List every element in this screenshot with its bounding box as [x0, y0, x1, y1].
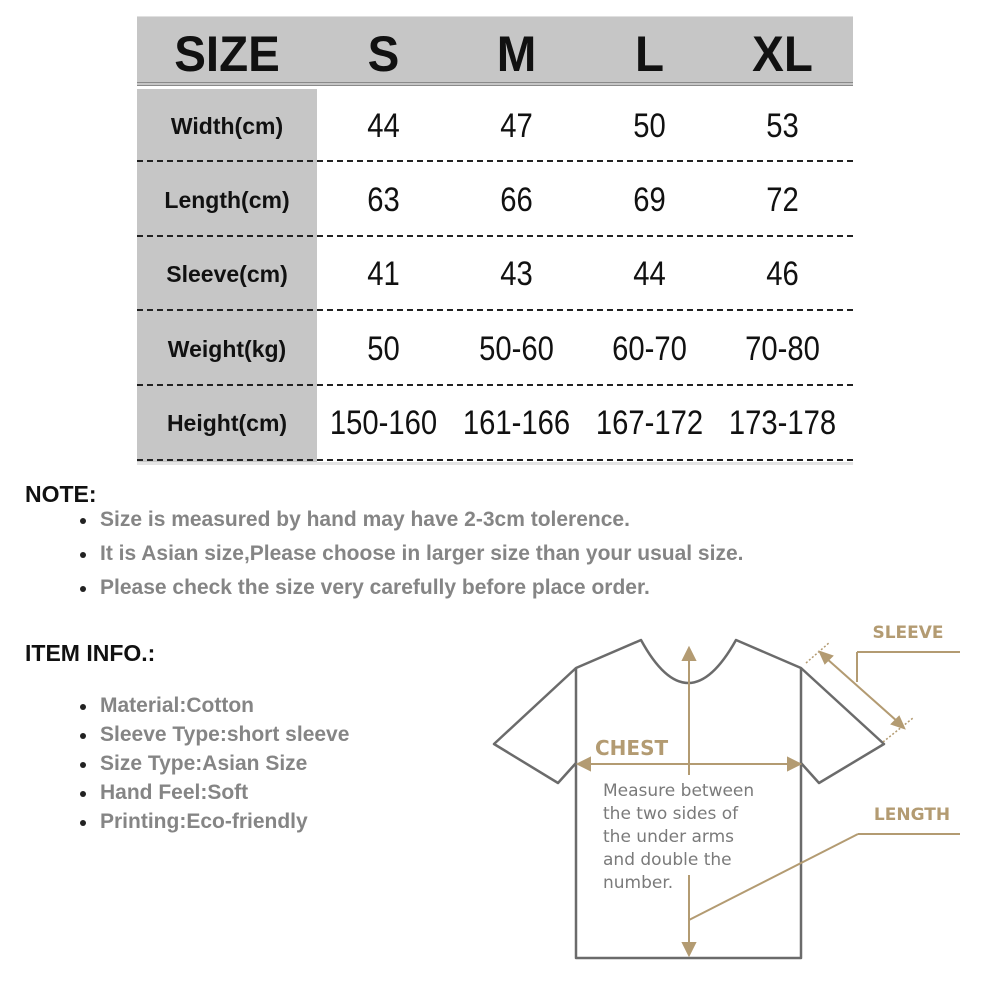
table-row-length — [137, 163, 853, 237]
cell-l: 69 — [633, 181, 666, 219]
svg-text:and double the: and double the — [603, 850, 732, 870]
length-label: LENGTH — [873, 805, 951, 825]
cell-xl: 70-80 — [745, 330, 820, 368]
item-info-heading: ITEM INFO.: — [25, 640, 156, 666]
bullet-icon — [80, 733, 86, 739]
row-label: Length(cm) — [164, 187, 290, 213]
item-info-entry: Sleeve Type:short sleeve — [78, 721, 349, 750]
cell-s: 150-160 — [329, 404, 438, 442]
svg-text:Measure between: Measure between — [603, 781, 755, 801]
cell-m: 43 — [500, 255, 533, 293]
item-info-entry: Material:Cotton — [78, 692, 349, 721]
cell-s: 44 — [367, 107, 400, 145]
cell-xl: 173-178 — [728, 404, 837, 442]
note-list — [78, 505, 743, 607]
bullet-icon — [80, 704, 86, 710]
row-label: Weight(kg) — [167, 336, 287, 362]
cell-m: 66 — [500, 181, 533, 219]
cell-l: 44 — [633, 255, 666, 293]
note-item: Please check the size very carefully before place order. — [78, 573, 743, 607]
cell-l: 50 — [633, 107, 666, 145]
table-row-sleeve — [137, 237, 853, 311]
table-header-row — [137, 16, 853, 86]
bullet-icon — [80, 762, 86, 768]
cell-xl: 72 — [766, 181, 799, 219]
header-l: L — [634, 26, 665, 82]
cell-s: 41 — [367, 255, 400, 293]
note-heading: NOTE: — [25, 481, 97, 507]
svg-text:the under arms: the under arms — [603, 827, 735, 847]
table-row-width — [137, 89, 853, 163]
size-chart-table — [137, 16, 853, 466]
bullet-icon — [80, 791, 86, 797]
cell-xl: 53 — [766, 107, 799, 145]
row-label: Width(cm) — [170, 113, 284, 139]
cell-l: 167-172 — [595, 404, 704, 442]
sleeve-label: SLEEVE — [872, 623, 944, 643]
cell-s: 50 — [367, 330, 400, 368]
header-size: SIZE — [174, 26, 280, 82]
cell-l: 60-70 — [612, 330, 687, 368]
table-row-weight — [137, 312, 853, 386]
cell-xl: 46 — [766, 255, 799, 293]
tshirt-measurement-diagram — [480, 610, 980, 980]
note-item: Size is measured by hand may have 2-3cm tolerence. — [78, 505, 743, 539]
row-divider — [137, 160, 853, 162]
chest-label: CHEST — [595, 736, 669, 760]
cell-m: 50-60 — [479, 330, 554, 368]
row-label: Sleeve(cm) — [166, 261, 288, 287]
svg-text:the two sides of: the two sides of — [603, 804, 739, 824]
cell-s: 63 — [367, 181, 400, 219]
bullet-icon — [80, 586, 86, 592]
item-info-entry: Printing:Eco-friendly — [78, 808, 349, 837]
cell-m: 161-166 — [462, 404, 571, 442]
note-item: It is Asian size,Please choose in larger size than your usual size. — [78, 539, 743, 573]
row-divider — [137, 309, 853, 311]
bullet-icon — [80, 820, 86, 826]
bullet-icon — [80, 552, 86, 558]
header-m: M — [496, 26, 537, 82]
table-row-height — [137, 386, 853, 460]
table-bottom-border — [137, 462, 853, 465]
row-divider — [137, 459, 853, 461]
chest-measure-note — [603, 781, 754, 893]
bullet-icon — [80, 518, 86, 524]
item-info-entry: Hand Feel:Soft — [78, 779, 349, 808]
svg-text:number.: number. — [603, 873, 674, 893]
item-info-entry: Size Type:Asian Size — [78, 750, 349, 779]
item-info-list — [78, 692, 349, 837]
cell-m: 47 — [500, 107, 533, 145]
row-label: Height(cm) — [166, 410, 288, 436]
header-s: S — [367, 26, 400, 82]
header-xl: XL — [752, 26, 813, 82]
